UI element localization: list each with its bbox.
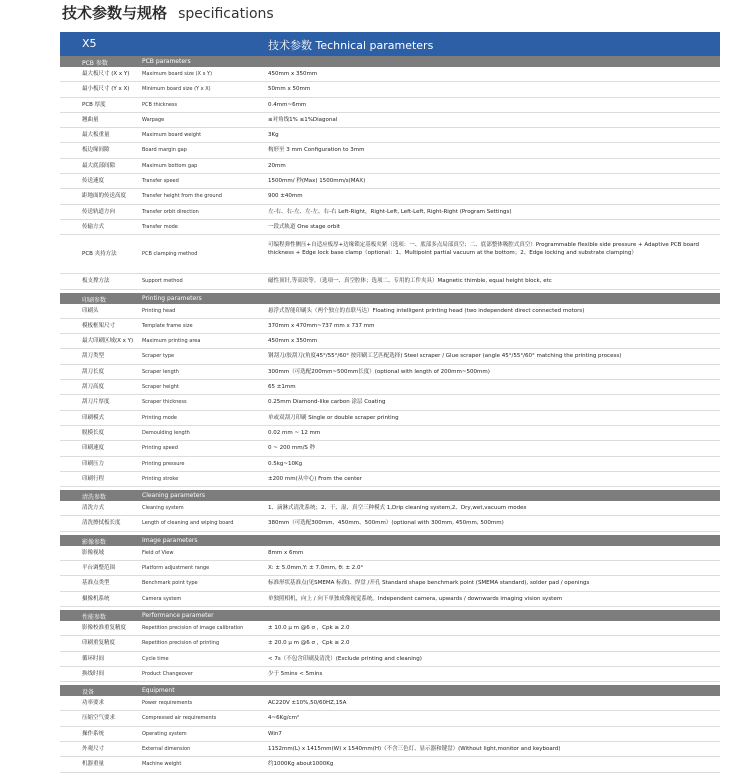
param-name-en: Scraper length <box>142 368 179 375</box>
param-name-cn: 机器重量 <box>82 761 105 768</box>
param-name-en: Printing pressure <box>142 460 185 467</box>
spec-row <box>60 334 720 349</box>
param-name-cn: 清洗擦拭板长度 <box>82 520 121 527</box>
param-value: 一段式轨道 One stage orbit <box>268 223 341 230</box>
param-value: 8mm x 6mm <box>268 549 304 556</box>
spec-row <box>60 98 720 113</box>
spec-row <box>60 472 720 487</box>
param-value: 370mm x 470mm~737 mm x 737 mm <box>268 322 375 329</box>
param-name-en: Transfer height from the ground <box>142 193 222 200</box>
param-name-en: Printing speed <box>142 445 178 452</box>
param-name-cn: 循环时间 <box>82 655 105 662</box>
param-name-en: Operating system <box>142 730 187 737</box>
param-value: 约1000Kg about1000Kg <box>268 761 334 768</box>
param-name-en: Demoulding length <box>142 429 190 436</box>
spec-row <box>60 441 720 456</box>
param-name-en: Repetition precision of printing <box>142 640 220 647</box>
param-name-cn: 印刷头 <box>82 307 99 314</box>
spec-row <box>60 576 720 591</box>
param-name-cn: 刮刀类型 <box>82 353 105 360</box>
spec-sheet <box>60 32 720 773</box>
spec-row <box>60 82 720 97</box>
section-title-en: Equipment <box>142 687 175 695</box>
section-header <box>60 293 720 304</box>
param-value: 少于 5mins < 5mins <box>268 670 323 677</box>
param-value: 磁性顶针,等高块等。（选项一、真空腔体；选项二、专用的工件夹具）Magnetic thimble, equal height block, etc <box>268 278 552 285</box>
spec-row <box>60 411 720 426</box>
param-name-cn: 传输方式 <box>82 223 105 230</box>
param-name-en: PCB clamping method <box>142 251 198 258</box>
param-value: ± 10.0 μ m @6 σ ，Cpk ≥ 2.0 <box>268 624 350 631</box>
spec-row <box>60 113 720 128</box>
param-name-cn: 最大板重量 <box>82 132 110 139</box>
param-value: 50mm x 50mm <box>268 86 311 93</box>
param-name-cn: 基准点类型 <box>82 580 110 587</box>
param-name-en: PCB thickness <box>142 101 178 108</box>
param-value: 3Kg <box>268 132 279 139</box>
param-name-en: Transfer orbit direction <box>142 208 199 215</box>
param-name-cn: 换线时间 <box>82 670 105 677</box>
param-name-en: External dimension <box>142 745 191 752</box>
spec-row <box>60 349 720 364</box>
param-value: < 7s（不包含印刷及清洗）(Exclude printing and cleaning) <box>268 655 422 662</box>
param-value: 1500mm/ 秒(Max) 1500mm/s(MAX) <box>268 178 366 185</box>
param-name-en: Printing stroke <box>142 475 179 482</box>
param-value: 1152mm(L) x 1415mm(W) x 1540mm(H)（不含三色灯、显示器和键盘）(Without light,monitor and keyboard) <box>268 745 561 752</box>
section-header <box>60 685 720 696</box>
param-name-cn: 传送轨道方向 <box>82 208 116 215</box>
section-title-cn: 清洗参数 <box>82 494 107 502</box>
spec-row <box>60 727 720 742</box>
title-cn: 技术参数与规格 <box>62 4 168 22</box>
section-title-cn: PCB 参数 <box>82 60 108 67</box>
param-value: X: ± 5.0mm,Y: ± 7.0mm, θ: ± 2.0° <box>268 565 364 572</box>
param-value: 0.25mm Diamond-like carbon 涂层 Coating <box>268 399 386 406</box>
spec-row <box>60 304 720 319</box>
spec-row <box>60 274 720 289</box>
param-name-cn: 刮刀长度 <box>82 368 105 375</box>
param-name-cn: 脱模长度 <box>82 429 105 436</box>
param-name-en: Warpage <box>142 116 165 123</box>
param-name-cn: 传送速度 <box>82 178 105 185</box>
spec-row <box>60 501 720 516</box>
param-name-en: Board margin gap <box>142 147 187 154</box>
param-name-en: Repetition precision of image calibration <box>142 624 244 631</box>
spec-row <box>60 561 720 576</box>
param-name-en: Length of cleaning and wiping board <box>142 520 234 527</box>
param-name-en: Transfer mode <box>142 223 178 230</box>
param-name-en: Printing mode <box>142 414 178 421</box>
param-value: 20mm <box>268 162 286 169</box>
spec-row <box>60 652 720 667</box>
param-name-en: Transfer speed <box>142 178 179 185</box>
section-header <box>60 56 720 67</box>
param-name-cn: 外观尺寸 <box>82 745 105 752</box>
section-title-en: Printing parameters <box>142 294 202 302</box>
param-name-cn: 压缩空气要求 <box>82 715 116 722</box>
param-name-cn: 印刷压力 <box>82 460 105 467</box>
param-name-cn: 印刷模式 <box>82 414 105 421</box>
param-name-cn: 板支撑方法 <box>82 278 110 285</box>
param-value: 1、滴淋式清洗系统；2、干、湿、真空三种模式 1,Drip cleaning system,2、Dry,wet,vacuum modes <box>268 505 527 512</box>
param-name-cn: 印刷行程 <box>82 475 105 482</box>
param-name-en: Maximum bottom gap <box>142 162 198 169</box>
spec-row <box>60 159 720 174</box>
param-name-en: Field of View <box>142 549 174 556</box>
param-value: 65 ±1mm <box>268 384 296 391</box>
param-name-cn: 距地面的传送高度 <box>82 193 127 200</box>
param-name-cn: 功率要求 <box>82 700 105 707</box>
spec-row <box>60 742 720 757</box>
section-title-en: PCB parameters <box>142 58 191 65</box>
param-name-en: Scraper type <box>142 353 175 360</box>
param-value: 900 ±40mm <box>268 193 303 200</box>
param-name-en: Maximum board weight <box>142 132 202 139</box>
spec-row <box>60 143 720 158</box>
spec-row <box>60 67 720 82</box>
param-name-cn: 最大底部间隙 <box>82 162 116 169</box>
param-value: 构形至 3 mm Configuration to 3mm <box>268 147 365 154</box>
param-name-en: Product Changeover <box>142 670 193 677</box>
page-title <box>62 2 274 26</box>
param-name-en: Scraper thickness <box>142 399 187 406</box>
param-name-en: Compressed air requirements <box>142 715 217 722</box>
spec-row <box>60 174 720 189</box>
section-title-cn: 设备 <box>82 689 95 697</box>
param-value: 0 ~ 200 mm/S 秒 <box>268 445 316 452</box>
param-name-en: Support method <box>142 278 183 285</box>
spec-row <box>60 319 720 334</box>
param-value: 300mm（可选配200mm~500mm长度）(optional with length of 200mm~500mm) <box>268 368 490 375</box>
section-title-en: Performance parameter <box>142 611 214 619</box>
section-title-cn: 性能参数 <box>82 613 107 621</box>
param-name-en: Camera system <box>142 595 182 602</box>
param-name-cn: PCB 厚度 <box>82 101 106 108</box>
param-name-cn: 最大板尺寸 (X x Y) <box>82 71 130 77</box>
spec-body <box>60 56 720 773</box>
param-name-en: Cycle time <box>142 655 169 662</box>
param-name-cn: 刮刀高度 <box>82 384 105 391</box>
spec-row <box>60 757 720 772</box>
param-value: AC220V ±10%,50/60HZ,15A <box>268 700 347 707</box>
param-name-en: Platform adjustment range <box>142 565 210 572</box>
section-title-cn: 影像参数 <box>82 538 107 546</box>
section-title-en: Cleaning parameters <box>142 492 206 500</box>
param-value: 0.5kg~10Kg <box>268 460 303 467</box>
spec-row <box>60 546 720 561</box>
param-value: 单或双刮刀印刷 Single or double scraper printing <box>268 414 399 421</box>
param-value: Win7 <box>268 730 282 737</box>
spec-row <box>60 711 720 726</box>
param-name-cn: 摄像机系统 <box>82 595 110 602</box>
param-name-en: Maximum printing area <box>142 338 201 345</box>
param-name-cn: PCB 夹持方法 <box>82 251 117 258</box>
param-name-cn: 影像校准重复精度 <box>82 624 127 631</box>
title-en: specifications <box>178 6 274 22</box>
param-name-en: Printing head <box>142 307 176 314</box>
param-name-cn: 印刷速度 <box>82 445 105 452</box>
param-value: ±200 mm(从中心) From the center <box>268 475 362 482</box>
spec-header <box>60 32 720 56</box>
param-name-en: Benchmark point type <box>142 580 198 587</box>
spec-row <box>60 457 720 472</box>
spec-row <box>60 667 720 682</box>
param-value: 380mm（可选配300mm、450mm、500mm）(optional with 300mm, 450mm, 500mm) <box>268 520 504 527</box>
spec-row <box>60 592 720 607</box>
spec-row <box>60 380 720 395</box>
param-name-cn: 刮刀片厚度 <box>82 399 110 406</box>
param-name-cn: 最大印刷区域(X x Y) <box>82 338 134 345</box>
spec-row <box>60 395 720 410</box>
spec-row <box>60 235 720 274</box>
section-header <box>60 610 720 621</box>
param-value: 左-右、右-左、左-左、右-右 Left-Right，Right-Left, Left-Left, Right-Right (Program Settings) <box>268 208 512 215</box>
param-name-cn: 影像视域 <box>82 549 105 556</box>
section-header <box>60 490 720 501</box>
param-value: 450mm x 350mm <box>268 338 318 345</box>
param-value: 钢刮刀/胶刮刀(角度45°/55°/60° 按印刷工艺匹配选择) Steel scraper / Glue scraper (angle 45°/55°/60° matching the printing process) <box>268 353 622 360</box>
spec-row <box>60 365 720 380</box>
param-name-en: Minimum board size (Y x X) <box>142 86 211 93</box>
model-name: X5 <box>82 37 97 50</box>
spec-row <box>60 426 720 441</box>
section-title-cn: 印刷参数 <box>82 296 107 304</box>
spec-row <box>60 696 720 711</box>
param-name-en: Scraper height <box>142 384 179 391</box>
param-name-cn: 最小板尺寸 (Y x X) <box>82 86 130 93</box>
param-value: 标准形状基准点(见SMEMA 标准)、焊盘 /开孔 Standard shape benchmark point (SMEMA standard), solder pad / openings <box>268 580 590 587</box>
spec-row <box>60 205 720 220</box>
param-name-cn: 板边缘间隙 <box>82 147 110 154</box>
params-title: 技术参数 Technical parameters <box>268 39 434 52</box>
param-value: ± 20.0 μ m @6 σ ，Cpk ≥ 2.0 <box>268 640 350 647</box>
param-value: 可编程弹性侧压+自适应板厚+边缘锁定基板夹紧（选项：一、底部多点局部真空；二、底部整体吸腔式真空）Programmable flexible side pressure + Adaptive PCB board thickness + Edge lock base clamp（optional：1、Multipoint partial vacuum at the bottom；2、Edge locking and substrate clamping） <box>268 242 700 257</box>
param-name-en: Template frame size <box>142 322 193 329</box>
param-name-en: Cleaning system <box>142 505 184 512</box>
param-value: ≤对角线1% ≤1%Diagonal <box>268 116 338 123</box>
param-name-en: Machine weight <box>142 761 182 768</box>
spec-row <box>60 189 720 204</box>
spec-row <box>60 621 720 636</box>
param-name-cn: 操作系统 <box>82 730 105 737</box>
section-title-en: Image parameters <box>142 536 198 544</box>
param-name-cn: 平台调整范围 <box>82 565 116 572</box>
param-name-cn: 翘曲量 <box>82 116 99 123</box>
param-name-cn: 模板框架尺寸 <box>82 322 116 329</box>
param-value: 0.4mm~6mm <box>268 101 307 108</box>
spec-row <box>60 128 720 143</box>
param-name-cn: 清洗方式 <box>82 505 105 512</box>
param-value: 单独照相机，向上 / 向下单独成像视觉系统。Independent camera, upwards / downwards imaging vision system <box>268 595 563 602</box>
spec-row <box>60 516 720 531</box>
param-name-en: Power requirements <box>142 700 193 707</box>
section-header <box>60 535 720 546</box>
spec-row <box>60 220 720 235</box>
param-name-cn: 印刷重复精度 <box>82 640 116 647</box>
param-value: 4~6Kg/cm² <box>268 715 300 722</box>
spec-row <box>60 636 720 651</box>
param-value: 450mm x 350mm <box>268 71 318 77</box>
param-value: 0.02 mm ~ 12 mm <box>268 429 321 436</box>
param-name-en: Maximum board size (X x Y) <box>142 71 213 77</box>
param-value: 悬浮式智能印刷头（两个独立的直联马达）Floating intelligent printing head (two independent direct connected motors) <box>268 307 585 314</box>
